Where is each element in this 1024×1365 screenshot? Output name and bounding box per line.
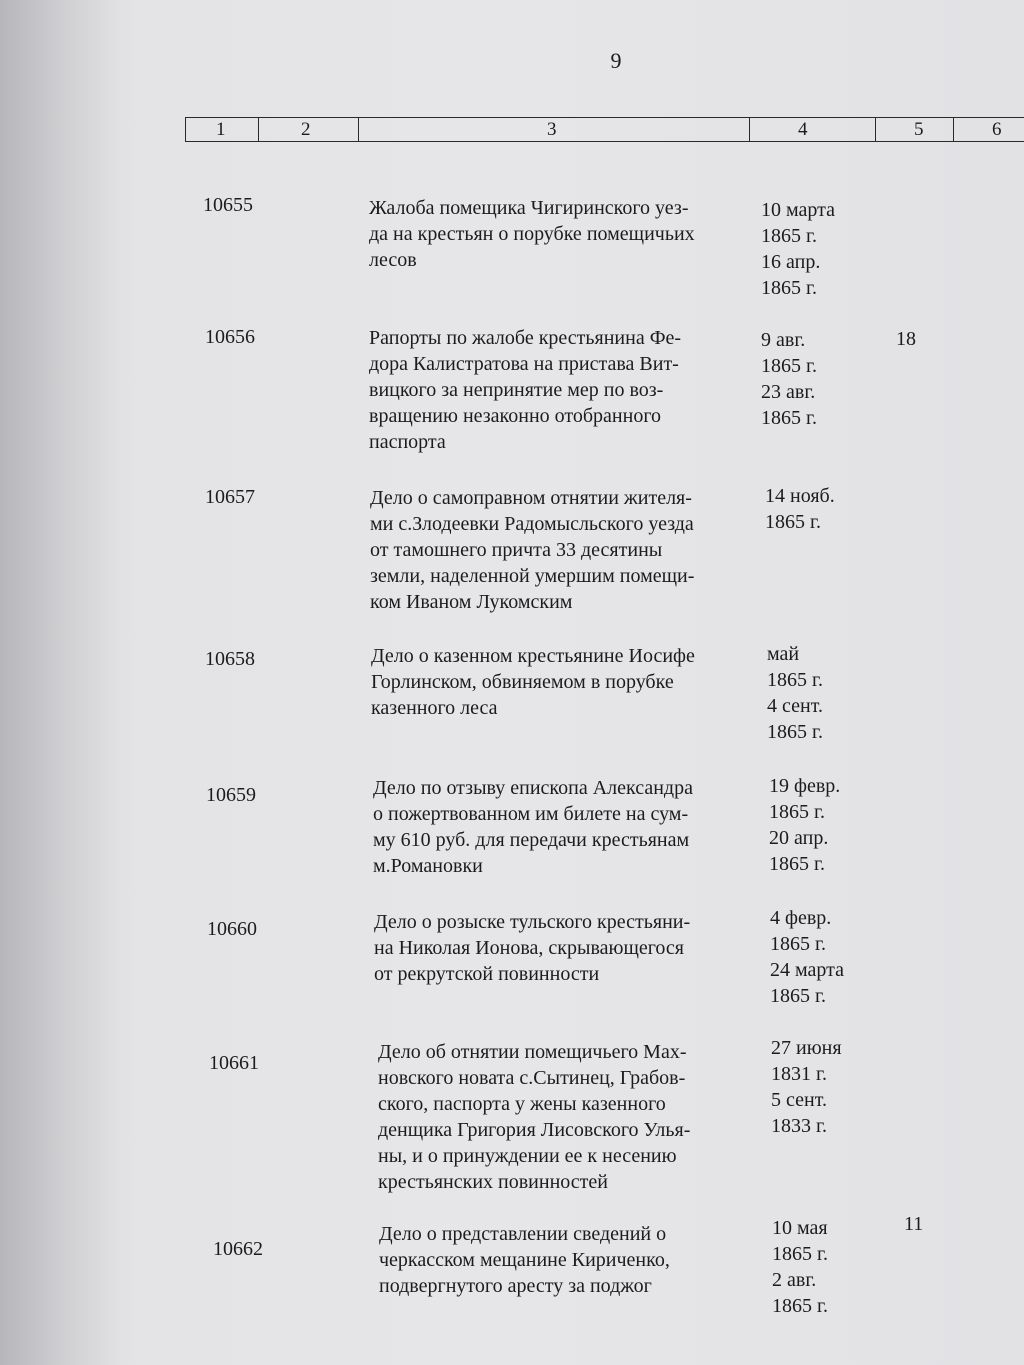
description-line: Дело о самоправном отнятии жителя- bbox=[370, 487, 692, 509]
description-line: Дело об отнятии помещичьего Мах- bbox=[378, 1041, 687, 1063]
column-header-1: 1 bbox=[186, 118, 259, 141]
description-line: от рекрутской повинности bbox=[374, 963, 600, 985]
description-line: Дело по отзыву епископа Александра bbox=[373, 777, 693, 799]
description-line: ны, и о принуждении ее к несению bbox=[378, 1145, 677, 1167]
entry-description bbox=[379, 1221, 759, 1299]
description-line: ми с.Злодеевки Радомысльского уезда bbox=[370, 513, 694, 535]
date-line: 1865 г. bbox=[761, 355, 817, 377]
description-line: м.Романовки bbox=[373, 855, 483, 877]
description-line: вицкого за непринятие мер по воз- bbox=[369, 379, 664, 401]
description-line: Жалоба помещика Чигиринского уез- bbox=[369, 197, 689, 219]
date-line: 1833 г. bbox=[771, 1115, 827, 1137]
description-line: казенного леса bbox=[371, 697, 498, 719]
description-line: земли, наделенной умершим помещи- bbox=[370, 565, 695, 587]
column-header-5: 5 bbox=[876, 118, 954, 141]
entry-dates bbox=[767, 641, 823, 745]
entry-sheet-count: 11 bbox=[904, 1213, 924, 1235]
date-line: май bbox=[767, 643, 800, 665]
date-line: 1865 г. bbox=[761, 225, 817, 247]
entry-number: 10662 bbox=[213, 1238, 263, 1260]
date-line: 19 февр. bbox=[769, 775, 841, 797]
date-line: 4 февр. bbox=[770, 907, 832, 929]
entry-dates bbox=[765, 483, 835, 535]
entry-dates bbox=[772, 1215, 828, 1319]
entry-number: 10658 bbox=[205, 648, 255, 670]
description-line: черкасском мещанине Кириченко, bbox=[379, 1249, 670, 1271]
date-line: 16 апр. bbox=[761, 251, 821, 273]
entry-description bbox=[369, 325, 749, 455]
description-line: да на крестьян о порубке помещичьих bbox=[369, 223, 695, 245]
entry-number: 10661 bbox=[209, 1052, 259, 1074]
date-line: 10 мая bbox=[772, 1217, 828, 1239]
description-line: крестьянских повинностей bbox=[378, 1171, 608, 1193]
entry-description bbox=[373, 775, 753, 879]
date-line: 10 марта bbox=[761, 199, 835, 221]
entry-description bbox=[378, 1039, 758, 1195]
description-line: дора Калистратова на пристава Вит- bbox=[369, 353, 679, 375]
column-header-4: 4 bbox=[750, 118, 876, 141]
entry-description bbox=[369, 195, 749, 273]
date-line: 1865 г. bbox=[769, 801, 825, 823]
entry-number: 10655 bbox=[203, 194, 253, 216]
entry-number: 10659 bbox=[206, 784, 256, 806]
date-line: 1865 г. bbox=[767, 721, 823, 743]
entry-description bbox=[371, 643, 751, 721]
description-line: на Николая Ионова, скрывающегося bbox=[374, 937, 685, 959]
date-line: 4 сент. bbox=[767, 695, 823, 717]
column-header-2: 2 bbox=[259, 118, 359, 141]
description-line: о пожертвованном им билете на сум- bbox=[373, 803, 689, 825]
date-line: 1865 г. bbox=[767, 669, 823, 691]
description-line: новского новата с.Сытинец, Грабов- bbox=[378, 1067, 686, 1089]
entry-dates bbox=[770, 905, 844, 1009]
entry-dates bbox=[761, 327, 817, 431]
entry-description bbox=[370, 485, 750, 615]
date-line: 5 сент. bbox=[771, 1089, 827, 1111]
page-shadow bbox=[0, 0, 120, 1365]
date-line: 9 авг. bbox=[761, 329, 806, 351]
description-line: вращению незаконно отобранного bbox=[369, 405, 662, 427]
date-line: 20 апр. bbox=[769, 827, 829, 849]
description-line: Дело о розыске тульского крестьяни- bbox=[374, 911, 691, 933]
entry-dates bbox=[769, 773, 840, 877]
date-line: 1865 г. bbox=[761, 407, 817, 429]
description-line: паспорта bbox=[369, 431, 446, 453]
entry-number: 10656 bbox=[205, 326, 255, 348]
description-line: ского, паспорта у жены казенного bbox=[378, 1093, 666, 1115]
description-line: Горлинском, обвиняемом в порубке bbox=[371, 671, 674, 693]
description-line: денщика Григория Лисовского Улья- bbox=[378, 1119, 691, 1141]
entry-description bbox=[374, 909, 754, 987]
date-line: 1865 г. bbox=[769, 853, 825, 875]
date-line: 1865 г. bbox=[772, 1295, 828, 1317]
date-line: 1865 г. bbox=[770, 933, 826, 955]
date-line: 1831 г. bbox=[771, 1063, 827, 1085]
date-line: 1865 г. bbox=[772, 1243, 828, 1265]
date-line: 23 авг. bbox=[761, 381, 816, 403]
date-line: 14 нояб. bbox=[765, 485, 835, 507]
description-line: му 610 руб. для передачи крестьянам bbox=[373, 829, 690, 851]
description-line: от тамошнего причта 33 десятины bbox=[370, 539, 663, 561]
date-line: 1865 г. bbox=[770, 985, 826, 1007]
date-line: 24 марта bbox=[770, 959, 844, 981]
date-line: 27 июня bbox=[771, 1037, 842, 1059]
entry-sheet-count: 18 bbox=[896, 328, 916, 350]
entry-dates bbox=[761, 197, 835, 301]
date-line: 2 авг. bbox=[772, 1269, 817, 1291]
description-line: Дело о представлении сведений о bbox=[379, 1223, 667, 1245]
description-line: Дело о казенном крестьянине Иосифе bbox=[371, 645, 695, 667]
description-line: лесов bbox=[369, 249, 417, 271]
description-line: Рапорты по жалобе крестьянина Фе- bbox=[369, 327, 682, 349]
description-line: подвергнутого аресту за поджог bbox=[379, 1275, 652, 1297]
page-number: 9 bbox=[610, 48, 622, 73]
date-line: 1865 г. bbox=[765, 511, 821, 533]
entry-number: 10657 bbox=[205, 486, 255, 508]
column-header-3: 3 bbox=[359, 118, 750, 141]
entry-number: 10660 bbox=[207, 918, 257, 940]
entry-dates bbox=[771, 1035, 842, 1139]
column-header-6: 6 bbox=[992, 119, 1002, 140]
description-line: ком Иваном Лукомским bbox=[370, 591, 573, 613]
column-header-row bbox=[185, 117, 1024, 142]
date-line: 1865 г. bbox=[761, 277, 817, 299]
